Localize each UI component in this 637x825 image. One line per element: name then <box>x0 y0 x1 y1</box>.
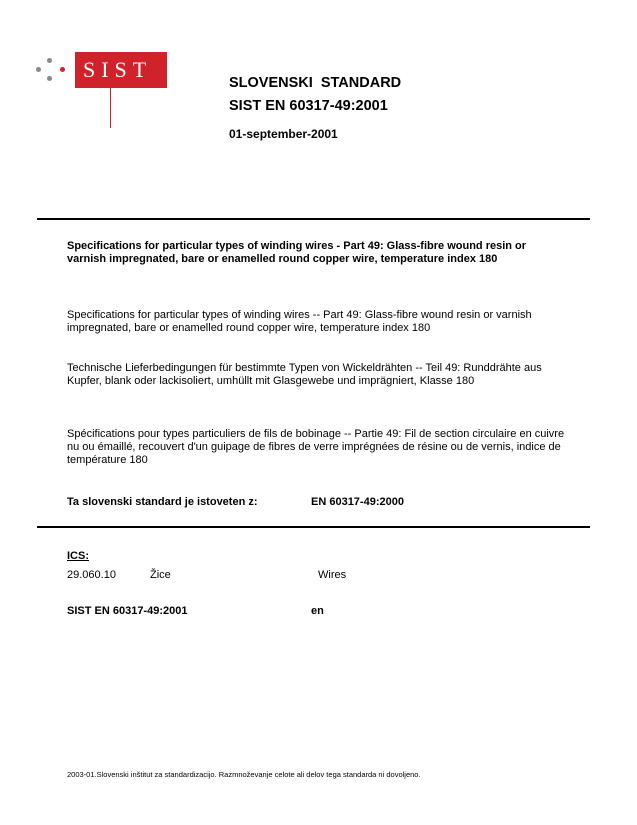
identical-label: Ta slovenski standard je istoveten z: <box>67 496 258 508</box>
logo-dot <box>60 67 65 72</box>
title-bold-english: Specifications for particular types of winding wires - Part 49: Glass-fibre wound resin or varnish impregnated, bare or enamelled round copper wire, temperature index 180 <box>67 240 527 265</box>
divider-top <box>37 218 590 220</box>
ics-label: ICS: <box>67 550 89 562</box>
logo-dot <box>47 76 52 81</box>
divider-bottom <box>37 526 590 528</box>
publication-date: 01-september-2001 <box>229 127 338 141</box>
standard-number: SIST EN 60317-49:2001 <box>229 98 388 114</box>
title-german: Technische Lieferbedingungen für bestimmte Typen von Wickeldrähten -- Teil 49: Runddrähte aus Kupfer, blank oder lackisoliert, umhüllt mit Glasgewebe und imprägniert, Klasse 180 <box>67 362 542 387</box>
logo-wordmark: SIST <box>75 52 167 88</box>
copyright-footer: 2003-01.Slovenski inštitut za standardizacijo. Razmnoževanje celote ali delov tega standarda ni dovoljeno. <box>67 770 421 779</box>
ics-slovene: Žice <box>150 569 171 581</box>
logo-dot <box>47 58 52 63</box>
title-english: Specifications for particular types of winding wires -- Part 49: Glass-fibre wound resin or varnish impregnated, bare or enamelled round copper wire, temperature index 180 <box>67 309 532 334</box>
designation-code: SIST EN 60317-49:2001 <box>67 605 188 617</box>
standard-type: SLOVENSKI STANDARD <box>229 75 402 91</box>
ics-code: 29.060.10 <box>67 569 116 581</box>
logo-rule <box>110 88 111 128</box>
logo-dot <box>36 67 41 72</box>
designation-language: en <box>311 605 324 617</box>
sist-logo <box>36 52 166 94</box>
identical-value: EN 60317-49:2000 <box>311 496 404 508</box>
ics-english: Wires <box>318 569 347 581</box>
title-french: Spécifications pour types particuliers de fils de bobinage -- Partie 49: Fil de section circulaire en cuivre nu ou émaillé, recouvert d'un guipage de fibres de verre imprégnées de résine ou de vernis, indice de température 180 <box>67 428 565 466</box>
